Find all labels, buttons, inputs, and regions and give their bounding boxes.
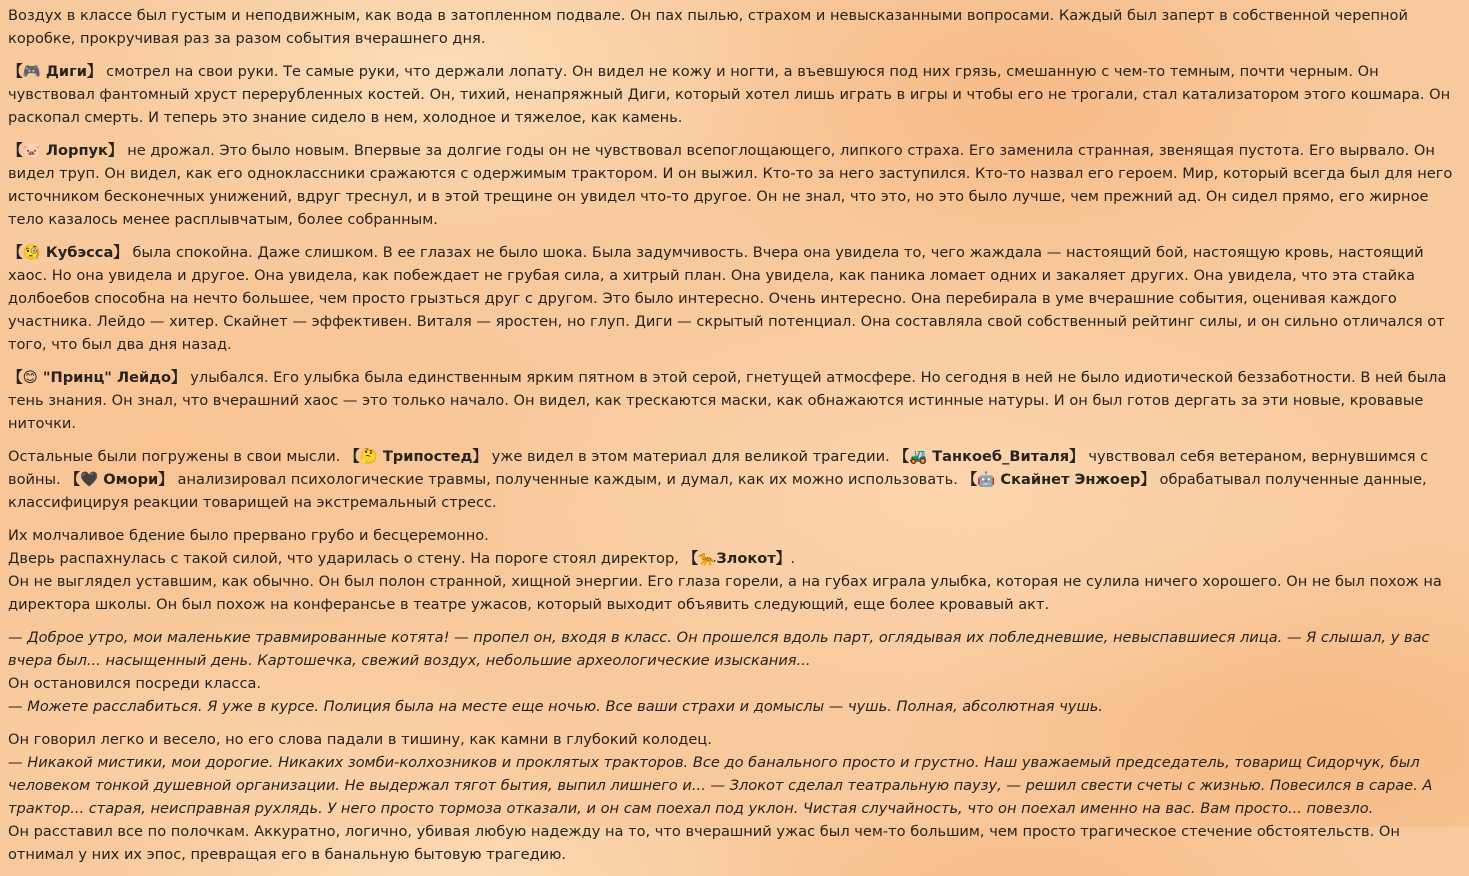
pig-icon: 🐷 <box>22 142 41 159</box>
paragraph-text: улыбался. Его улыбка была единственным ярким пятном в этой серой, гнетущей атмосфере. Но сегодня в ней не было идиотической беззаботности. В ней была тень знания. Он знал, что вчерашний хаос — это только начало. Он видел, как трескаются маски, как обнажаются истинные натуры. И он был готов дергать за эти новые, кровавые ниточки. <box>8 369 1447 432</box>
character-tag-tripostd <box>345 448 487 465</box>
character-name: Лорпук <box>40 142 108 159</box>
monocle-face-icon: 🧐 <box>22 244 41 261</box>
paragraph-text: Остальные были погружены в свои мысли. <box>8 448 345 465</box>
tag-bracket-close: 】 <box>86 63 102 80</box>
paragraph-text: . <box>790 550 796 567</box>
character-name: "Принц" Лейдо <box>37 369 172 386</box>
black-heart-icon: 🖤 <box>79 471 99 488</box>
paragraph-text: Воздух в классе был густым и неподвижным, как вода в затопленном подвале. Он пах пылью, страхом и невысказанными вопросами. Каждый был заперт в собственной черепной коробке, прокручивая раз за разом события вчерашнего дня. <box>8 7 1408 47</box>
paragraph-line: Он не выглядел уставшим, как обычно. Он был полон странной, хищной энергии. Его глаза горели, а на губах играла улыбка, которая не сулила ничего хорошего. Он не был похож на директора школы. Он был похож на конферансье в театре ужасов, который выходит объявить следующий, еще более кровавый акт. <box>8 573 1442 613</box>
paragraph-others <box>8 445 1463 514</box>
paragraph-text: смотрел на свои руки. Те самые руки, что держали лопату. Он видел не кожу и ногти, а въевшуюся под них грязь, смешанную с чем-то темным, почти черным. Он чувствовал фантомный хруст перерубленных костей. Он, тихий, ненапряжный Диги, который хотел лишь играть в игры и чтобы его не трогали, стал катализатором этого кошмара. Он раскопал смерть. И теперь это знание сидело в нем, холодное и тяжелое, как камень. <box>8 63 1451 126</box>
paragraph-text: Дверь распахнулась с такой силой, что ударилась о стену. На пороге стоял директор, <box>8 550 684 567</box>
paragraph-line: Он остановился посреди класса. <box>8 675 262 692</box>
dialogue-line: — Никакой мистики, мои дорогие. Никаких зомби-колхозников и проклятых тракторов. Все до банального просто и грустно. Наш уважаемый председатель, товарищ Сидорчук, был человеком тонкой душевной организации. Не выдержал тягот бытия, выпил лишнего и... — Злокот сделал театральную паузу, — решил свести счеты с жизнью. Повесился в сарае. А трактор... старая, неисправная рухлядь. У него просто тормоза отказали, и он сам поехал под уклон. Чистая случайность, что он поехал именно на вас. Вам просто... повезло. <box>8 754 1433 817</box>
thinking-face-icon: 🤔 <box>359 448 378 465</box>
character-tag-leido <box>8 369 186 386</box>
paragraph-text: уже видел в этом материал для великой трагедии. <box>486 448 895 465</box>
character-name: Диги <box>40 63 87 80</box>
character-tag-zlokot <box>684 550 791 567</box>
paragraph-text: не дрожал. Это было новым. Впервые за долгие годы он не чувствовал всепоглощающего, липкого страха. Его заменила странная, звенящая пустота. Его вырвало. Он видел труп. Он видел, как его одноклассники сражаются с одержимым трактором. И он выжил. Кто-то за него заступился. Кто-то назвал его героем. Мир, который всегда был для него источником бесконечных унижений, вдруг треснул, и в этой трещине он увидел что-то другое. Он не знал, что это, но это было лучше, чем прежний ад. Он сидел прямо, его жирное тело казалось менее расплывчатым, более собранным. <box>8 142 1453 228</box>
tag-bracket-open: 【 <box>8 369 23 386</box>
paragraph-text: чувствовал себя ветераном, вернувшимся с войны. <box>8 448 1429 488</box>
tag-bracket-close: 】 <box>1140 471 1155 488</box>
tag-bracket-close: 】 <box>113 244 128 261</box>
story-text <box>8 4 1463 876</box>
smiling-face-icon: 😊 <box>22 369 38 386</box>
paragraph-director-speech <box>8 626 1463 718</box>
paragraph-line: Их молчаливое бдение было прервано грубо и бесцеремонно. <box>8 527 489 544</box>
character-name: Омори <box>98 471 159 488</box>
character-name: Кубэсса <box>40 244 114 261</box>
tag-bracket-open: 【 <box>962 471 978 488</box>
dialogue-line: — Можете расслабиться. Я уже в курсе. Полиция была на месте еще ночью. Все ваши страхи и домыслы — чушь. Полная, абсолютная чушь. <box>8 698 1104 715</box>
tag-bracket-close: 】 <box>775 550 791 567</box>
character-tag-skynet <box>963 471 1155 488</box>
tag-bracket-open: 【 <box>8 244 23 261</box>
character-tag-omori <box>65 471 173 488</box>
tractor-icon: 🚜 <box>908 448 928 465</box>
paragraph-leido <box>8 366 1463 435</box>
tag-bracket-open: 【 <box>344 448 360 465</box>
robot-icon: 🤖 <box>977 471 996 488</box>
tag-bracket-open: 【 <box>894 448 909 465</box>
paragraph-kubessa <box>8 241 1463 356</box>
tag-bracket-open: 【 <box>65 471 80 488</box>
tag-bracket-close: 】 <box>107 142 123 159</box>
tag-bracket-open: 【 <box>8 63 23 80</box>
tag-bracket-close: 】 <box>171 369 186 386</box>
paragraph-lorpuk <box>8 139 1463 231</box>
gamepad-icon: 🎮 <box>22 63 41 80</box>
tag-bracket-close: 】 <box>1069 448 1084 465</box>
tag-bracket-close: 】 <box>472 448 487 465</box>
character-name: Скайнет Энжоер <box>995 471 1141 488</box>
paragraph-intro <box>8 4 1463 50</box>
tag-bracket-open: 【 <box>8 142 23 159</box>
paragraph-text: анализировал психологические травмы, полученные каждым, и думал, как их можно использовать. <box>172 471 963 488</box>
tag-bracket-open: 【 <box>683 550 699 567</box>
character-name: Злокот <box>716 550 776 567</box>
character-tag-kubessa <box>8 244 128 261</box>
paragraph-line: Он говорил легко и весело, но его слова падали в тишину, как камни в глубокий колодец. <box>8 731 712 748</box>
paragraph-digi <box>8 60 1463 129</box>
paragraph-explanation <box>8 728 1463 866</box>
character-name: Трипостед <box>377 448 473 465</box>
paragraph-text: обрабатывал полученные данные, классифицируя реакции товарищей на экстремальный стресс. <box>8 471 1427 511</box>
leopard-icon: 🐆 <box>698 550 717 567</box>
character-tag-vitalya <box>894 448 1083 465</box>
paragraph-text: была спокойна. Даже слишком. В ее глазах не было шока. Была задумчивость. Вчера она увидела то, чего жаждала — настоящий бой, настоящую кровь, настоящий хаос. Но она увидела и другое. Она увидела, как побеждает не грубая сила, а хитрый план. Она увидела, как паника ломает одних и закаляет других. Она увидела, что эта стайка долбоебов способна на нечто большее, чем просто грызться друг с другом. Это было интересно. Очень интересно. Она перебирала в уме вчерашние события, оценивая каждого участника. Лейдо — хитер. Скайнет — эффективен. Виталя — яростен, но глуп. Диги — скрытый потенциал. Она составляла свой собственный рейтинг силы, и он сильно отличался от того, что был два дня назад. <box>8 244 1445 353</box>
character-name: Танкоеб_Виталя <box>927 448 1070 465</box>
paragraph-line <box>8 547 1463 570</box>
paragraph-director-enters <box>8 524 1463 616</box>
character-tag-lorpuk <box>8 142 123 159</box>
character-tag-digi <box>8 63 102 80</box>
dialogue-line: — Доброе утро, мои маленькие травмированные котята! — пропел он, входя в класс. Он прошелся вдоль парт, оглядывая их побледневшие, невыспавшиеся лица. — Я слышал, у вас вчера был... насыщенный день. Картошечка, свежий воздух, небольшие археологические изыскания... <box>8 629 1430 669</box>
tag-bracket-close: 】 <box>158 471 173 488</box>
paragraph-line: Он расставил все по полочкам. Аккуратно, логично, убивая любую надежду на то, что вчерашний ужас был чем-то большим, чем просто трагическое стечение обстоятельств. Он отнимал у них их эпос, превращая его в банальную бытовую трагедию. <box>8 823 1400 863</box>
